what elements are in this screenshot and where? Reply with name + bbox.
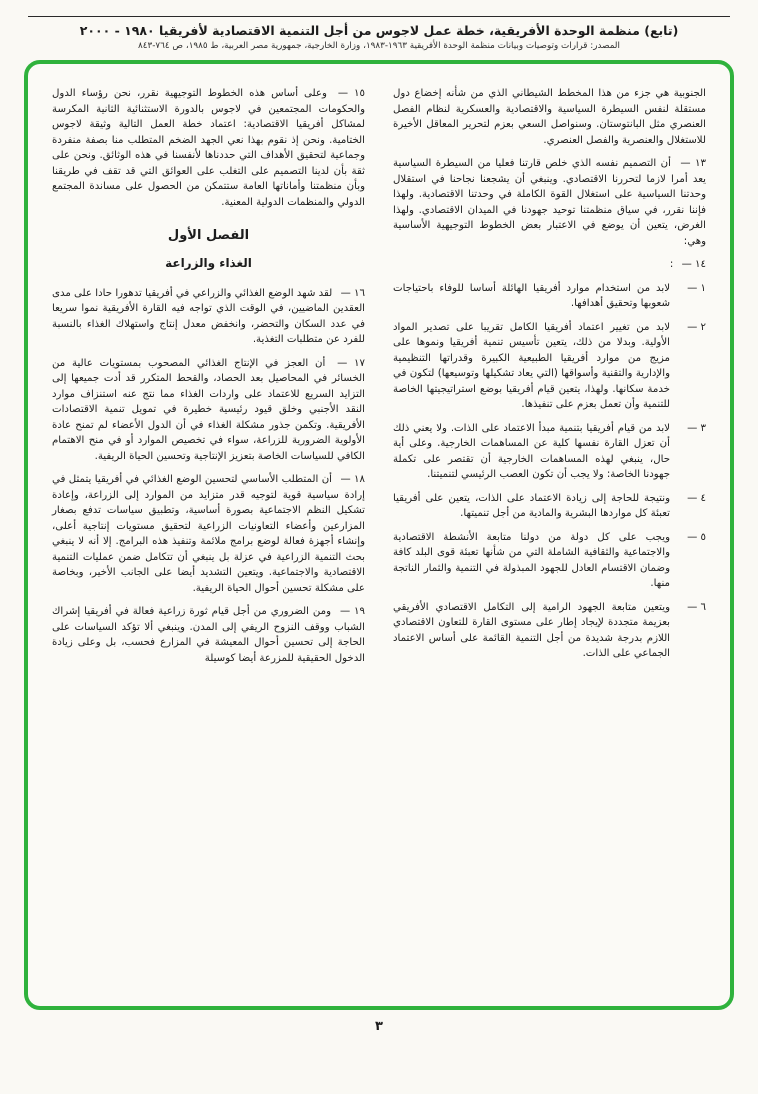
paragraph-15 (52, 86, 365, 210)
paragraph-16 (52, 286, 365, 348)
paragraph-13-text: أن التصميم نفسه الذي خلص قارتنا فعليا من السيطرة السياسية يعد أمرا لازما لتحررنا الاقتصادي. وينبغي أن يشجعنا نجاحنا في استقلال وحدتنا السياسية على استغلال القوة الكاملة في وحدتنا الاقتصادية. ولهذا فإننا نقرر، في سياق منظمتنا توحيد جهودنا في الميدان الاقتصادي. ولهذا الغرض، يتعين أن يوضع في الاعتبار بعض الخطوط التوجيهية الأساسية وهي: (393, 158, 706, 247)
page-header (0, 23, 758, 51)
paragraph-continuation: الجنوبية هي جزء من هذا المخطط الشيطاني الذي من شأنه إخضاع دول مستقلة لنفس السيطرة السياسية والاقتصادية والعسكرية لنظام الفصل العنصري مثل البانتوستان. وسنواصل السعي بعزم لتحرير المعاقل الأخيرة للاستغلال والعنصرية والفصل العنصري. (393, 88, 706, 146)
paragraph-17-number: ١٧ — (337, 357, 365, 369)
paragraph-13-number: ١٣ — (680, 158, 706, 169)
paragraph-17-text: أن العجز في الإنتاج الغذائي المصحوب بمستويات عالية من الخسائر في المحاصيل بعد الحصاد، والقحط المتكرر قد أدت جميعها إلى التزايد السريع للاعتماد على واردات الغذاء مما نتج عنه استنزاف موارد النقد الأجنبي وخلق قيود رئيسية خطيرة في تمويل تنمية الاقتصادات الأفريقية. وتكمن جذور مشكلة الغذاء في أن الدول الأعضاء لم تمنح عادة الأولوية الضرورية للزراعة، سواء في تخصيص الموارد أو في منح الاهتمام الكافي للسياسات الخاصة بتعزيز الإنتاجية وتحسين الحياة الريفية. (52, 357, 365, 462)
paragraph-15-number: ١٥ — (337, 88, 365, 99)
paragraph-19 (52, 604, 365, 666)
page-number: ٣ (375, 1019, 383, 1034)
list-item-2-text: لابد من تغيير اعتماد أفريقيا الكامل تقريبا على تصدير المواد الأولية. وبدلا من ذلك، يتعين تأسيس تنمية أفريقيا ونموها على مزيج من موارد أفريقيا الطبيعية الكبيرة وقدراتها التنظيمية والإدارية والتقنية وأسواقها (التي يعاد تشكيلها وتوسيعها) لتكون في خدمة سكانها. ولهذا، يتعين قيام أفريقيا بوضع استراتيجيتها الخاصة للتنمية وأن تعمل بعزم على تنفيذها. (393, 321, 670, 410)
column-right (393, 86, 706, 988)
list-item-4-number: ٤ — (687, 492, 706, 504)
list-item-1-text: لابد من استخدام موارد أفريقيا الهائلة أساسا للوفاء باحتياجات شعوبها وتحقيق أهدافها. (393, 282, 670, 309)
list-item-2 (393, 320, 706, 413)
paragraph-14 (393, 257, 706, 273)
document-page (0, 16, 758, 1034)
paragraph-17 (52, 356, 365, 465)
list-item-3-number: ٣ — (687, 422, 706, 434)
paragraph-18 (52, 472, 365, 596)
list-item-6-number: ٦ — (687, 601, 706, 613)
column-left (52, 86, 365, 988)
paragraph-13 (393, 156, 706, 249)
list-item-1-number: ١ — (687, 282, 706, 294)
list-item-5 (393, 530, 706, 592)
green-border-frame (24, 60, 734, 1010)
list-item-1 (393, 281, 706, 312)
header-source: المصدر: قرارات وتوصيات وبيانات منظمة الوحدة الأفريقية ١٩٦٣-١٩٨٣، وزارة الخارجية، جمهورية مصر العربية، ط ١٩٨٥، ص ٧٦٤-٨٤٣ (138, 41, 620, 51)
list-item-5-number: ٥ — (687, 531, 706, 543)
paragraph-16-text: لقد شهد الوضع الغذائي والزراعي في أفريقيا تدهورا حادا على مدى العقدين الماضيين، في الوقت الذي تواجه فيه القارة الأفريقية نموا سريعا في عدد السكان والتحضر، وانخفض معدل إنتاج واستهلاك الغذاء بالنسبة للفرد عن متطلبات التغذية. (52, 287, 365, 346)
list-item-6-text: ويتعين متابعة الجهود الرامية إلى التكامل الاقتصادي الأفريقي بعزيمة متجددة لإيجاد إطار على مستوى القارة للتعاون الاقتصادي اللازم بدرجة شديدة من أجل التنمية القائمة على أساس الاعتماد الجماعي على الذات. (393, 601, 670, 659)
content-columns (52, 86, 706, 988)
paragraph-18-text: أن المتطلب الأساسي لتحسين الوضع الغذائي في أفريقيا يتمثل في إرادة سياسية قوية لتوجيه قدر متزايد من الموارد إلى الزراعة، وإعادة تشكيل النظم الاجتماعية بصورة أساسية، وتطبيق سياسات تدفع بصغار المزارعين وأعضاء التعاونيات الزراعية لتحقيق مستويات إنتاجية أعلى، وإنشاء أجهزة فعالة لوضع برامج ملائمة وتنفيذ هذه البرامج. إلا أنه لا ينبغي بحث التنمية الزراعية في عزلة بل ينبغي أن تتكامل ضمن عمليات التنمية الاقتصادية والاجتماعية. ويتعين التشديد أيضا على الجانب الأخير، وبخاصة على مشكلة تحسين أحوال الحياة الريفية. (52, 474, 365, 594)
paragraph-14-text: : (669, 259, 674, 270)
paragraph-19-number: ١٩ — (339, 606, 365, 618)
paragraph-18-number: ١٨ — (340, 474, 365, 486)
header-title: (تابع) منظمة الوحدة الأفريقية، خطة عمل لاجوس من أجل التنمية الاقتصادية لأفريقيا ١٩٨٠ - ٢٠٠٠ (79, 23, 679, 38)
section-heading: الغذاء والزراعة (165, 255, 252, 270)
list-item-6 (393, 600, 706, 662)
paragraph-15-text: وعلى أساس هذه الخطوط التوجيهية نقرر، نحن رؤساء الدول والحكومات المجتمعين في لاجوس بالدورة الاستثنائية الثانية المكرسة لمشاكل أفريقيا الاقتصادية: اعتماد خطة العمل التالية وثيقة لاجوس الختامية. ونحن إذ نقوم بهذا نعي الجهد الضخم المتطلب منا بصفة منفردة وجماعية لتحقيق الأهداف التي حددناها لأنفسنا في هذه الوثائق. ونحن على ثقة بأن لدينا التصميم على التغلب على العوائق التي قد تقف في طريقنا وبأن منظمتنا وأماناتها العامة ستتمكن من الحصول على مساندة المجتمع الدولي والمنظمات الدولية المعنية. (52, 88, 365, 208)
list-item-3 (393, 421, 706, 483)
chapter-heading: الفصل الأول (167, 228, 250, 243)
list-item-4 (393, 491, 706, 522)
paragraph-16-number: ١٦ — (340, 287, 365, 299)
top-rule (28, 16, 730, 17)
list-item-5-text: ويجب على كل دولة من دولنا متابعة الأنشطة الاقتصادية والاجتماعية والثقافية الشاملة التي من شأنها تعبئة قوى البلد كافة وضمان الاقتسام العادل للجهود المبذولة في التنمية والثمار الناتجة منها. (393, 531, 670, 589)
list-item-3-text: لابد من قيام أفريقيا بتنمية مبدأ الاعتماد على الذات. ولا يعني ذلك أن تعزل القارة نفسها كلية عن المساهمات الخارجية. وعلى أية حال، ينبغي لهذه المساهمات الخارجية أن تقتصر على تكملة جهودنا الخاصة: ولا يجب أن تكون العصب الرئيسي لتنميتنا. (393, 422, 670, 480)
paragraph-14-number: ١٤ — (681, 259, 706, 270)
paragraph-19-text: ومن الضروري من أجل قيام ثورة زراعية فعالة في أفريقيا إشراك الشباب ووقف النزوح الريفي إلى المدن. وينبغي ألا تؤكد السياسات على الحاجة إلى تحسين أحوال المعيشة في المزارع فحسب، بل وعلى زيادة الدخول الحقيقية للمزرعة أيضا كوسيلة (52, 606, 365, 664)
list-item-4-text: ونتيجة للحاجة إلى زيادة الاعتماد على الذات، يتعين على أفريقيا تعبئة كل مواردها البشرية والمادية من أجل تنميتها. (393, 492, 670, 519)
list-item-2-number: ٢ — (687, 321, 706, 333)
